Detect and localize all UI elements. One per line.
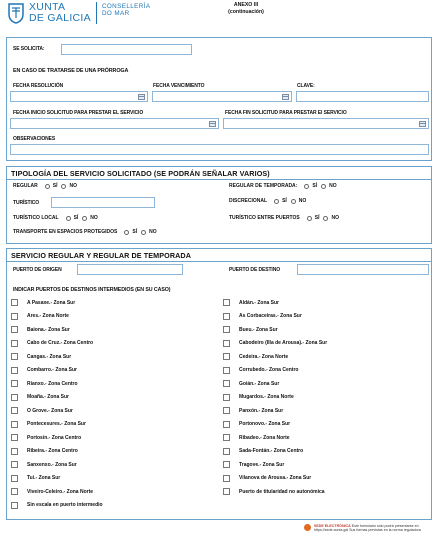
regular-temporada-si-radio[interactable] <box>304 184 309 189</box>
port-checkbox-row <box>11 434 81 441</box>
logo-divider <box>96 2 97 24</box>
port-checkbox[interactable] <box>11 407 18 414</box>
port-checkbox-row <box>11 448 78 455</box>
port-label: Corrubedo.- Zona Centro <box>239 367 299 373</box>
no-label: NO <box>329 183 337 189</box>
port-checkbox-row <box>223 313 302 320</box>
port-checkbox[interactable] <box>11 353 18 360</box>
footer-text-1: Este formulario sólo podrá presentarse en <box>351 524 419 528</box>
port-label: Cabo de Cruz.- Zona Centro <box>27 340 94 346</box>
discrecional-label: DISCRECIONAL <box>229 198 268 204</box>
turistico-puertos-si-radio[interactable] <box>307 216 312 221</box>
regular-temporada-no-radio[interactable] <box>321 184 326 189</box>
solicitud-section <box>6 37 432 161</box>
se-solicita-field[interactable] <box>61 44 192 55</box>
port-checkbox[interactable] <box>11 461 18 468</box>
fecha-resolucion-field[interactable] <box>10 91 148 102</box>
regular-radio-group <box>13 183 77 189</box>
regular-no-radio[interactable] <box>61 184 66 189</box>
port-label: Sin escala en puerto intermedio <box>27 502 103 508</box>
port-checkbox[interactable] <box>11 448 18 455</box>
regular-temporada-radio-group <box>229 183 337 189</box>
port-checkbox[interactable] <box>223 488 230 495</box>
port-checkbox-row <box>11 421 86 428</box>
port-label: Cabodeiro (Illa de Arousa).- Zona Sur <box>239 340 328 346</box>
transporte-protegidos-radio-group <box>13 229 157 235</box>
port-checkbox[interactable] <box>11 313 18 320</box>
regular-si-radio[interactable] <box>45 184 50 189</box>
footer-note <box>314 524 438 532</box>
port-checkbox[interactable] <box>223 421 230 428</box>
servicio-section <box>6 248 432 520</box>
turistico-field[interactable] <box>51 197 155 208</box>
port-checkbox[interactable] <box>11 380 18 387</box>
port-checkbox-row <box>11 299 75 306</box>
port-checkbox-row <box>223 475 311 482</box>
port-label: A Pasaxe.- Zona Sur <box>27 299 76 306</box>
port-label: Tragove.- Zona Sur <box>239 461 285 468</box>
servicio-title: SERVICIO REGULAR Y REGULAR DE TEMPORADA <box>11 251 192 260</box>
no-label: NO <box>69 183 77 189</box>
clave-field[interactable] <box>296 91 429 102</box>
page-header <box>6 2 436 28</box>
port-checkbox-row <box>11 326 70 333</box>
port-label: Cedeira.- Zona Norte <box>239 353 289 360</box>
puerto-destino-field[interactable] <box>297 264 429 275</box>
port-checkbox-row <box>223 448 303 455</box>
port-checkbox-row <box>223 299 279 306</box>
port-checkbox[interactable] <box>11 421 18 428</box>
port-label: Baiona.- Zona Sur <box>27 326 70 333</box>
fecha-resolucion-label: FECHA RESOLUCIÓN <box>13 83 64 89</box>
indicar-puertos-title: INDICAR PUERTOS DE DESTINOS INTERMEDIOS (EN SU CASO) <box>13 287 171 293</box>
port-checkbox[interactable] <box>223 299 230 306</box>
department-name <box>102 2 151 17</box>
port-checkbox[interactable] <box>11 475 18 482</box>
port-checkbox-row <box>223 488 325 495</box>
port-checkbox[interactable] <box>11 367 18 374</box>
port-label: Combarro.- Zona Sur <box>27 367 78 373</box>
port-checkbox-row <box>11 461 77 468</box>
port-label: Mugardos.- Zona Norte <box>239 394 294 400</box>
port-label: Aldán.- Zona Sur <box>239 299 279 306</box>
port-checkbox[interactable] <box>223 353 230 360</box>
port-checkbox-row <box>11 380 78 387</box>
port-checkbox[interactable] <box>223 394 230 401</box>
port-checkbox[interactable] <box>11 434 18 441</box>
port-checkbox[interactable] <box>223 448 230 455</box>
puerto-destino-label: PUERTO DE DESTINO <box>229 267 280 273</box>
port-label: Sada-Fontán.- Zona Centro <box>239 448 304 454</box>
turistico-local-label: TURÍSTICO LOCAL <box>13 215 59 221</box>
port-checkbox-row <box>223 394 294 401</box>
turistico-local-no-radio[interactable] <box>82 216 87 221</box>
port-checkbox-row <box>223 340 327 347</box>
discrecional-radio-group <box>229 198 306 204</box>
port-label: As Corbaceiras.- Zona Sur <box>239 313 302 319</box>
sede-electronica-icon <box>304 524 311 531</box>
port-checkbox-row <box>11 407 73 414</box>
si-label: SÍ <box>73 215 79 221</box>
port-label: Pontecesures.- Zona Sur <box>27 421 86 427</box>
regular-temporada-label: REGULAR DE TEMPORADA: <box>229 183 298 189</box>
discrecional-si-radio[interactable] <box>274 199 279 204</box>
port-checkbox-row <box>11 475 60 482</box>
no-label: NO <box>149 229 157 235</box>
calendar-icon[interactable] <box>138 94 145 100</box>
sede-electronica-label: SEDE ELECTRÓNICA <box>314 524 351 528</box>
turistico-puertos-radio-group <box>229 215 339 221</box>
port-label: Viveiro-Celeiro.- Zona Norte <box>27 488 94 495</box>
transporte-protegidos-no-radio[interactable] <box>141 230 146 235</box>
anexo-title <box>216 2 276 15</box>
brand-line-2: DE GALICIA <box>29 11 91 24</box>
fecha-fin-label: FECHA FIN SOLICITUD PARA PRESTAR El SERVICIO <box>225 110 347 116</box>
calendar-icon[interactable] <box>209 121 216 127</box>
port-checkbox-row <box>223 380 279 387</box>
fecha-fin-field[interactable] <box>223 118 429 129</box>
port-checkbox-row <box>223 353 288 360</box>
port-checkbox-row <box>11 502 103 509</box>
puerto-origen-label: PUERTO DE ORIGEN <box>13 267 62 273</box>
port-checkbox-row <box>223 407 283 414</box>
port-label: Cangas.- Zona Sur <box>27 353 72 360</box>
port-label: Ribadeo.- Zona Norte <box>239 434 290 441</box>
no-label: NO <box>331 215 339 221</box>
port-checkbox[interactable] <box>223 434 230 441</box>
anexo-subtitle: (continuación) <box>228 8 264 15</box>
port-checkbox[interactable] <box>11 394 18 401</box>
dept-line-2: DO MAR <box>101 10 130 17</box>
port-label: Puerto de titularidad no autonómica <box>239 488 325 495</box>
port-label: Moaña.- Zona Sur <box>27 394 69 400</box>
observaciones-field[interactable] <box>10 144 429 155</box>
port-checkbox-row <box>11 353 71 360</box>
no-label: NO <box>90 215 98 221</box>
si-label: SÍ <box>132 229 138 235</box>
port-checkbox-row <box>223 461 284 468</box>
si-label: SÍ <box>52 183 58 189</box>
fecha-inicio-field[interactable] <box>10 118 219 129</box>
si-label: SÍ <box>314 215 320 221</box>
prorroga-title: EN CASO DE TRATARSE DE UNA PRÓRROGA <box>13 68 129 74</box>
tipologia-title: TIPOLOGÍA DEL SERVICIO SOLICITADO (SE PODRÁN SEÑALAR VARIOS) <box>11 169 270 178</box>
port-checkbox[interactable] <box>223 380 230 387</box>
port-checkbox[interactable] <box>11 340 18 347</box>
port-checkbox[interactable] <box>223 326 230 333</box>
port-label: Portosín.- Zona Centro <box>27 434 82 441</box>
port-checkbox[interactable] <box>11 299 18 306</box>
port-checkbox-row <box>223 421 290 428</box>
port-label: Panxón.- Zona Sur <box>239 407 284 414</box>
port-checkbox[interactable] <box>223 407 230 414</box>
xunta-emblem-icon <box>6 2 26 24</box>
fecha-vencimiento-label: FECHA VENCIMIENTO <box>153 83 205 89</box>
port-checkbox-row <box>11 313 69 320</box>
port-label: Goián.- Zona Sur <box>239 380 280 387</box>
si-label: SÍ <box>282 198 287 204</box>
brand-line-1: XUNTA <box>29 1 66 13</box>
tipologia-section <box>6 166 432 244</box>
se-solicita-label: SE SOLICITA: <box>13 46 45 52</box>
port-checkbox[interactable] <box>11 326 18 333</box>
turistico-puertos-label: TURÍSTICO ENTRE PUERTOS <box>229 215 300 221</box>
port-label: Bueu.- Zona Sur <box>239 326 278 333</box>
si-label: SÍ <box>312 183 318 189</box>
port-label: Sanxenxo.- Zona Sur <box>27 461 77 468</box>
port-label: Rianxo.- Zona Centro <box>27 380 78 387</box>
anexo-title-line: ANEXO III <box>233 2 259 8</box>
no-label: NO <box>298 198 307 204</box>
port-checkbox-row <box>11 394 69 401</box>
footer-text-2: https://sede.xunta.gal Sus formas previstas en la norma reguladora <box>314 528 421 533</box>
port-checkbox-row <box>223 326 278 333</box>
port-checkbox[interactable] <box>223 340 230 347</box>
port-checkbox[interactable] <box>223 313 230 320</box>
turistico-local-radio-group <box>13 215 98 221</box>
section-divider <box>7 179 431 180</box>
port-checkbox[interactable] <box>223 367 230 374</box>
port-label: Vilanova de Arousa.- Zona Sur <box>239 475 312 481</box>
port-checkbox[interactable] <box>11 502 18 509</box>
port-label: O Grove.- Zona Sur <box>27 407 73 414</box>
port-checkbox-row <box>11 340 93 347</box>
calendar-icon[interactable] <box>282 94 289 100</box>
section-divider <box>7 261 431 262</box>
port-label: Portonovo.- Zona Sur <box>239 421 291 427</box>
port-label: Ribeira.- Zona Centro <box>27 448 78 454</box>
brand-name <box>29 2 91 23</box>
dept-line-1: CONSELLERÍA <box>101 3 151 10</box>
transporte-protegidos-si-radio[interactable] <box>124 230 129 235</box>
port-checkbox-row <box>11 488 93 495</box>
turistico-puertos-no-radio[interactable] <box>323 216 328 221</box>
fecha-inicio-label: FECHA INICIO SOLICITUD PARA PRESTAR EL SERVICIO <box>13 110 144 116</box>
port-checkbox[interactable] <box>11 488 18 495</box>
port-checkbox[interactable] <box>223 475 230 482</box>
port-checkbox-row <box>223 434 290 441</box>
port-label: Ares.- Zona Norte <box>27 313 69 319</box>
turistico-local-si-radio[interactable] <box>66 216 71 221</box>
port-checkbox-row <box>11 367 77 374</box>
observaciones-label: OBSERVACIONES <box>13 136 56 142</box>
puerto-origen-field[interactable] <box>77 264 183 275</box>
regular-label: REGULAR <box>13 183 38 189</box>
turistico-label: TURÍSTICO <box>13 200 40 206</box>
discrecional-no-radio[interactable] <box>291 199 296 204</box>
xunta-logo <box>6 2 150 24</box>
clave-label: CLAVE: <box>297 83 315 89</box>
port-label: Tui.- Zona Sur <box>27 475 61 481</box>
fecha-vencimiento-field[interactable] <box>152 91 292 102</box>
calendar-icon[interactable] <box>419 121 426 127</box>
port-checkbox-row <box>223 367 298 374</box>
transporte-protegidos-label: TRANSPORTE EN ESPACIOS PROTEGIDOS <box>13 229 118 235</box>
port-checkbox[interactable] <box>223 461 230 468</box>
